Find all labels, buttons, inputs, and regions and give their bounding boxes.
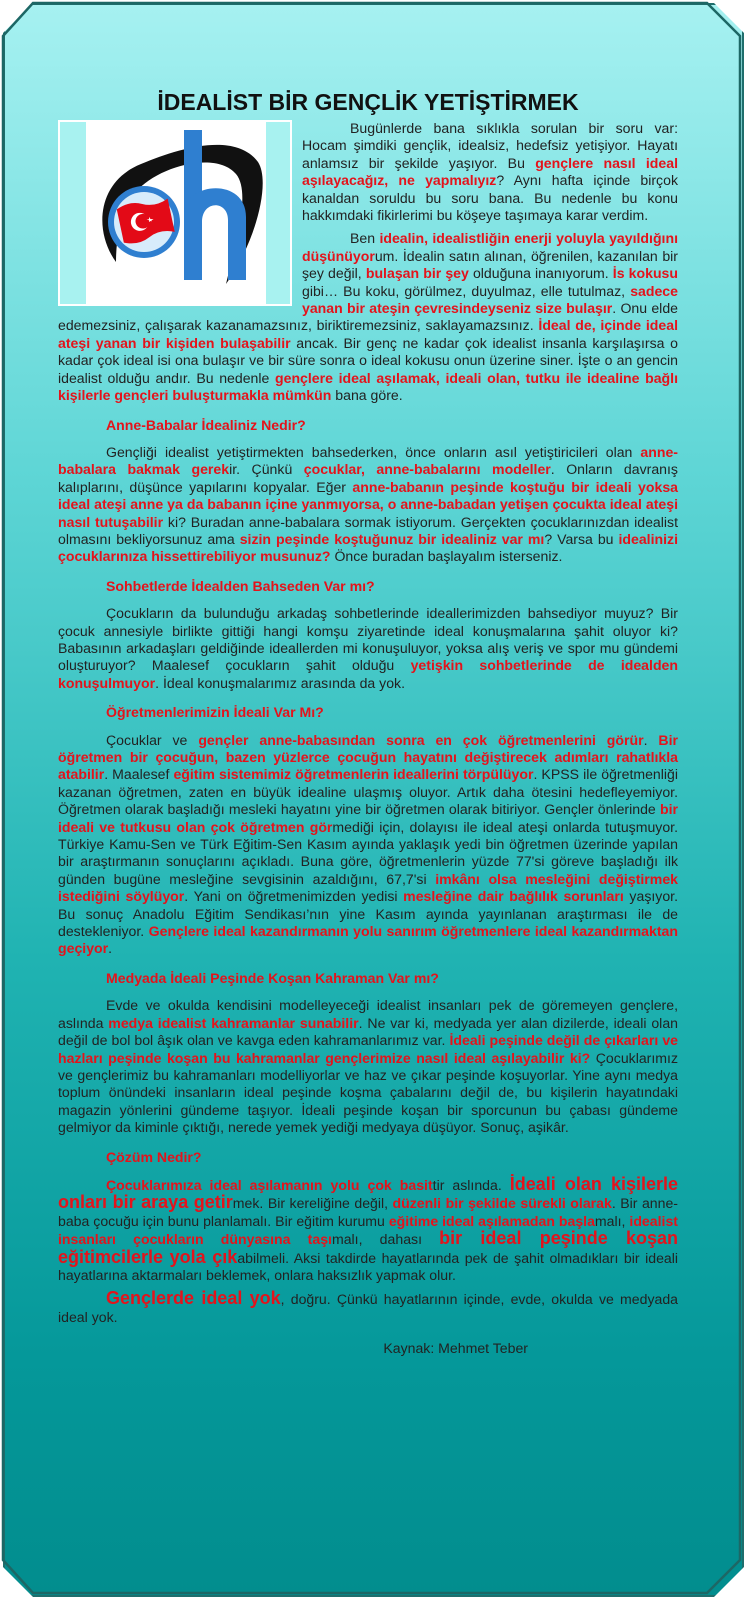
emphasis-text: bir ideali ve tutkusu olan çok öğretmen gör [58,801,678,835]
emphasis-text: çocuklar, anne-babalarını modeller [303,461,551,478]
body-text: Çocuklar ve [106,731,199,748]
section-medya [58,970,678,1137]
body-text: . Yani on öğretmenimizden yedisi [184,888,404,905]
body-text: . İdeal konuşmalarımız arasında da yok. [155,674,406,691]
body-text: . Onu elde edemezsiniz, çalışarak kazanamazsınız, biriktiremezsiniz, saklayamazsınız. [58,300,678,334]
emphasis-text: düzenli bir şekilde sürekli olarak [392,1195,612,1212]
section-paragraph [58,444,678,566]
body-text: ? Aynı hafta içinde birçok kanaldan soruldu bu soru bana. Bu nedenle bu konu hakkımdaki fikirlerimi bu köşeye taşımaya karar verdim. [302,172,678,224]
emphasis-text: idealin, idealistliğin enerji yoluyla yayıldığını düşünüyor [302,230,678,264]
emphasis-text: imkânı olsa mesleğini değiştirmek istediğini söylüyor [58,870,678,905]
section-ogretmenler [58,704,678,958]
emphasis-text: sizin peşinde koştuğunuz bir idealiniz var mı [239,530,545,547]
emphasis-text: eğitim sistemimiz öğretmenlerin ideallerini törpülüyor [173,766,534,783]
body-text: ki? Buradan anne-babalara sormak istiyorum. Gerçekten çocuklarınızdan idealist olmasını bekliyorsunuz ama [58,513,678,547]
logo-frame [58,120,292,306]
emphasis-text: anne-babalara bakmak gerek [58,443,678,478]
emphasis-text: gençlere ideal aşılamak, ideali olan, tutku ile idealine bağlı kişilerle gençleri buluşturmakla mümkün [58,369,678,404]
body-text: Ben [350,230,380,247]
section-heading: Medyada İdeali Peşinde Koşan Kahraman Var mı? [106,969,439,986]
body-text: bana göre. [331,387,403,404]
emphasis-text: idealist insanları çocukların dünyasına taşı [58,1212,678,1248]
emphasis-text: bir ideal peşinde koşan eğitimcilerle yola çık [58,1228,678,1267]
body-text: ancak. Bir genç ne kadar çok idealist insanla karşılaşırsa o kadar çok ideal isi ona bulaşır ve bir süre sonra o ideal kokusu onun üzerine siner. İşte o an gencin idealist olduğu andır. Bu nedenle [58,334,678,386]
emphasis-text: Gençlere ideal kazandırmanın yolu sanırım öğretmenlere ideal kazandırmaktan geçiyor [58,923,678,957]
emphasis-text: İdeali olan kişilerle onları bir araya getir [58,1173,679,1213]
emphasis-text: medya idealist kahramanlar sunabilir [108,1014,359,1031]
body-text: malı, dahası [331,1231,440,1248]
body-text: Çocukların da bulunduğu arkadaş sohbetlerinde ideallerimizden bahsediyor muyuz? Bir çocuk annesiyle birlikte gittiği hangi komşu ziyaretinde ideal konuşmalarına şahit oluyor ki? Babasının arkadaşları geldiğinde ideallerden mi konuşuluyor, yoksa alış veriş ve spor mu gündemi oluşturuyor? Maalesef çocukların şahit olduğu [58,605,678,674]
body-text: . [643,731,659,748]
section-paragraph [58,1290,678,1326]
section-cozum [58,1149,678,1327]
body-text: . [108,940,113,957]
logo-image [86,122,266,304]
body-text: abilmeli. Aksi takdirde hayatlarında pek de şahit olmadıkları bir ideali hayatlarına aktarmaları beklemek, onlara haksızlık yapmak olur. [58,1249,679,1283]
body-text: um. İdealin satın alınan, öğrenilen, kazanılan bir şey değil, [302,247,678,282]
body-text: . KPSS ile öğretmenliği kazanan öğretmen, zaten en büyük idealine ulaşmış oluyor. Artık daha ötesini hedefleyemiyor. Öğretmen olarak başladığı mesleki hayatını yine bir öğretmen olarak bitiriyor. Gençler önlerinde [58,766,679,818]
emphasis-text: İs kokusu [612,265,678,282]
emphasis-text: idealinizi çocuklarınıza hissettirebiliyor musunuz? [58,530,678,565]
emphasis-text: bulaşan bir şey [365,265,469,282]
body-text: mediği için, dolayısı ile ideal ateşi onlarda tutuşmuyor. Türkiye Kamu-Sen ve Türk Eğitim-Sen Kasım ayında yaklaşık yedi bin öğretmen üzerinde yapılan bir araştırmanın sonuçlarını açıkladı. Buna göre, öğretmenlerin yüzde 77'si göreve başladığı ilk günden bugüne mesleğine sevgisinin azaldığını, 67,7'si [58,818,678,887]
section-heading: Anne-Babalar İdealiniz Nedir? [106,416,306,433]
emphasis-text: Gençlerde ideal yok [106,1288,281,1309]
body-text: . Onların davranış kalıplarını, düşünce yapılarını kopyalar. Eğer [58,461,678,495]
emphasis-text: yetişkin sohbetlerinde de idealden konuşulmuyor [58,657,678,691]
emphasis-text: eğitime ideal aşılamadan başla [388,1212,595,1229]
body-text: Evde ve okulda kendisini modelleyeceği idealist insanları pek de göremeyen gençlere, aslında [58,997,678,1031]
body-text: Bugünlerde bana sıklıkla sorulan bir soru var: Hocam şimdiki gençlik, idealsiz, hedefsiz yetişiyor. Hayatı anlamsız bir şekilde yaşıyor. Bu [302,120,678,171]
body-text: ir. Çünkü [229,461,304,478]
body-text: yaşıyor. Bu sonuç Anadolu Eğitim Sendikası’nın yine Kasım ayında yayınlanan araştırması ile de destekleniyor. [58,888,678,940]
dh-logo-icon [86,122,266,304]
emphasis-text: İdeal de, içinde ideal ateşi yanan bir kişiden bulaşabilir [58,317,678,351]
article [58,88,678,1364]
section-paragraph [58,1173,679,1284]
body-text: tir aslında. [432,1176,510,1193]
source-credit: Kaynak: Mehmet Teber [383,1340,528,1357]
emphasis-text: Çocuklarımıza ideal aşılamanın yolu çok basit [106,1176,433,1193]
emphasis-text: İdeali peşinde değil de çıkarları ve hazları peşinde koşan bu kahramanlar gençlerimize nasıl ideal aşılayabilir ki? [58,1032,678,1066]
body-text: olduğuna inanıyorum. [468,265,613,282]
emphasis-text: gençler anne-babasından sonra en çok öğretmenlerini görür [198,731,644,748]
body-text: . Bir anne-baba çocuğu için bunu planlamalı. Bir eğitim kurumu [58,1195,678,1229]
body-text: malı, [594,1212,630,1229]
body-text: . Maalesef [104,766,174,783]
body-text: gibi… Bu koku, görülmez, duyulmaz, elle tutulmaz, [302,282,631,299]
body-text: . Ne var ki, medyada yer alan dizilerde, ideali olan değil de bol bol âşık olan ve kavga eden kahramanlarımız var. [58,1014,678,1049]
body-text: Gençliği idealist yetiştirmekten bahsederken, önce onların asıl yetiştiricileri olan [106,443,641,460]
emphasis-text: Bir öğretmen bir çocuğun, bazen yüzlerce çocuğun hayatını değiştirecek adımları rahatlıkla atabilir [58,731,678,783]
section-paragraph [58,997,678,1136]
section-heading: Sohbetlerde İdealden Bahseden Var mı? [106,577,375,594]
body-text: ? Varsa bu [544,530,619,547]
section-paragraph [58,732,678,958]
section-paragraph [58,605,678,692]
body-text: , doğru. Çünkü hayatlarının içinde, evde, okulda ve medyada ideal yok. [58,1291,679,1325]
body-text: mek. Bir kereliğine değil, [232,1195,393,1212]
emphasis-text: gençlere nasıl ideal aşılayacağız, ne yapmalıyız [302,154,678,189]
emphasis-text: sadece yanan bir ateşin çevresindeyseniz size bulaşır [302,282,678,317]
section-heading: Öğretmenlerimizin İdeali Var Mı? [106,704,324,721]
section-sohbetler [58,578,678,692]
body-text: Çocuklarımız ve gençlerimiz bu kahramanları modelliyorlar ve haz ve çıkar peşinde koşuyorlar. Yine aynı medya toplum önündeki insanların ideal peşinde koşma çabalarını değil de, bu kişilerin hayatındaki magazin yönlerini gündeme taşıyor. İdeali peşinde koşan bir sporcunun bu çabası gündeme gelmiyor da kiminle çıktığı, nerede yemek yediği medyaya düşüyor. Sonuç, aşikâr. [58,1049,678,1136]
body-text: Önce buradan başlayalım isterseniz. [330,548,563,565]
emphasis-text: mesleğine dair bağlılık sorunları [403,888,624,905]
section-anne-babalar [58,417,678,566]
emphasis-text: anne-babanın peşinde koştuğu bir ideali yoksa ideal ateşi anne ya da babanın içine yanmıyorsa, o anne-babadan yetişen çocukta ideal ateşi nasıl tutuşabilir [58,478,678,530]
section-heading: Çözüm Nedir? [106,1148,202,1165]
page-title: İDEALİST BİR GENÇLİK YETİŞTİRMEK [157,89,579,115]
